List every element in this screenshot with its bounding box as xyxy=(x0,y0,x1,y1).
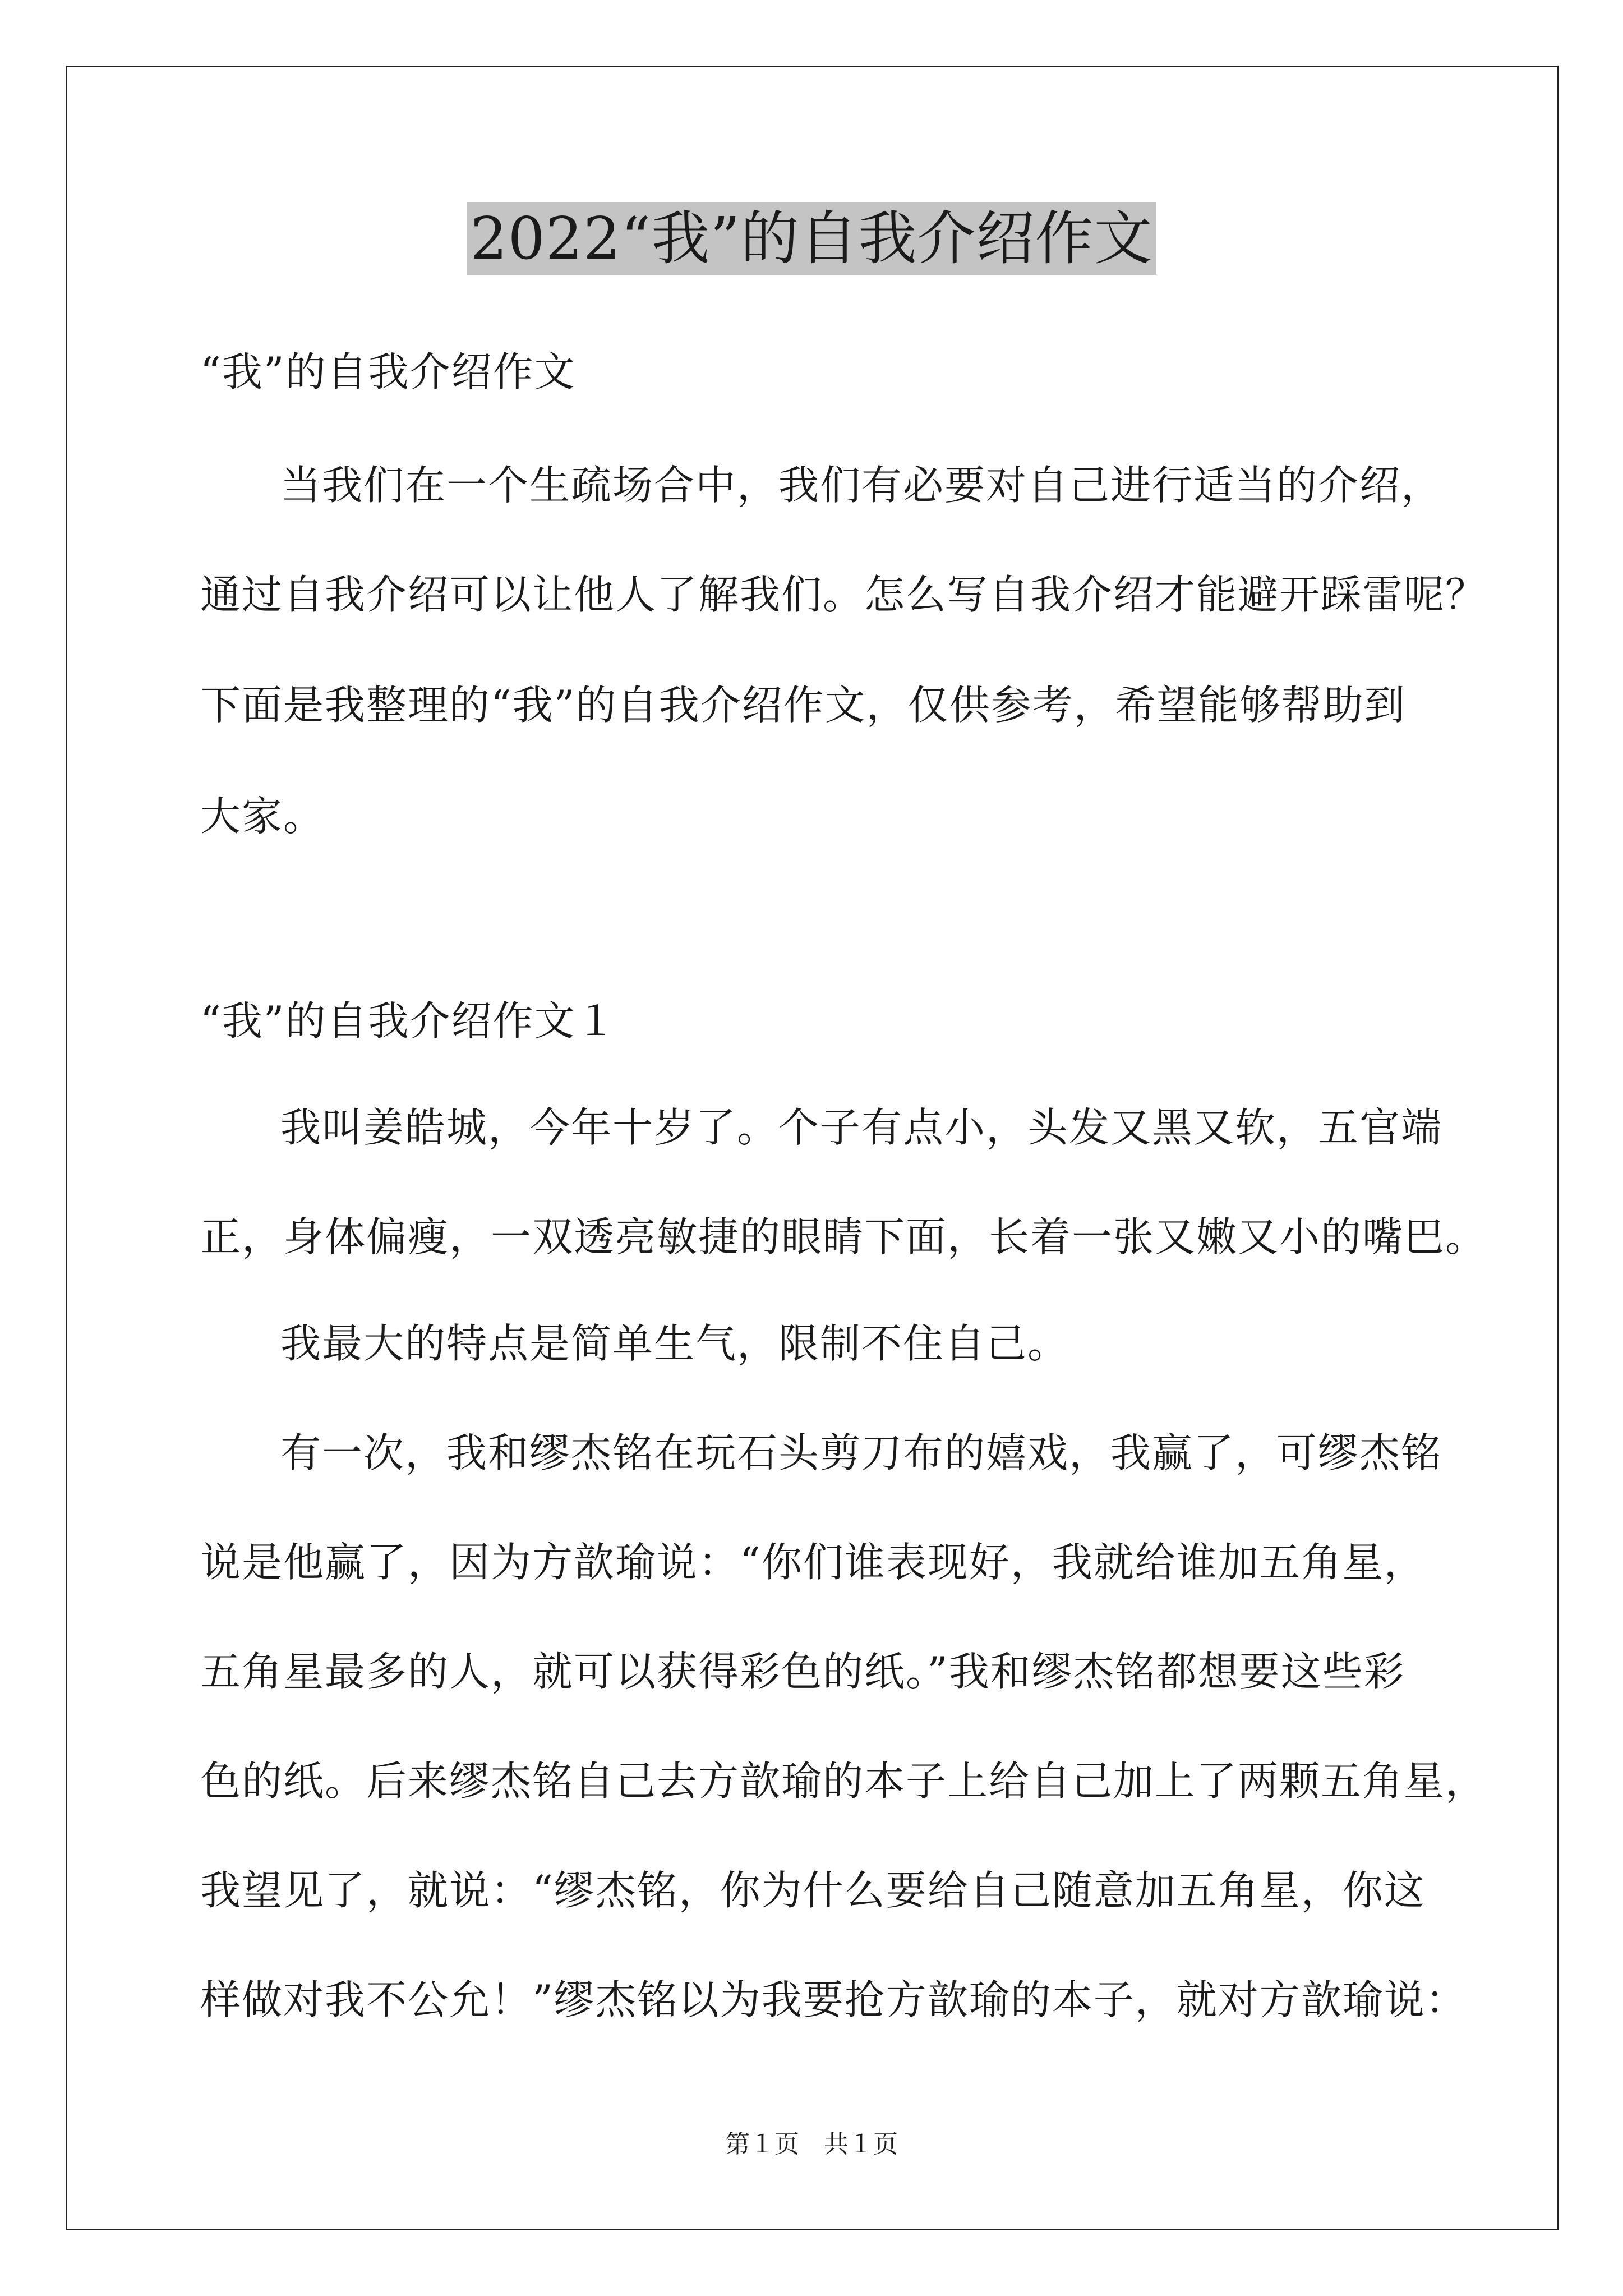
body-paragraph-line: 色的纸。后来缪杰铭自己去方歆瑜的本子上给自己加上了两颗五角星， xyxy=(200,1757,1487,1805)
body-paragraph-line: 说是他赢了，因为方歆瑜说：“你们谁表现好，我就给谁加五角星， xyxy=(200,1539,1426,1586)
body-paragraph-line: 样做对我不公允！”缪杰铭以为我要抢方歆瑜的本子，就对方歆瑜说： xyxy=(200,1976,1467,2023)
intro-paragraph-line: 下面是我整理的“我”的自我介绍作文，仅供参考，希望能够帮助到 xyxy=(200,682,1406,729)
document-title-wrap xyxy=(0,202,1623,275)
intro-heading: “我”的自我介绍作文 xyxy=(200,348,576,395)
section-heading: “我”的自我介绍作文１ xyxy=(200,997,617,1045)
page-footer: 第１页 共１页 xyxy=(725,2130,898,2159)
body-paragraph-line: 我最大的特点是简单生气，限制不住自己。 xyxy=(280,1320,1069,1367)
intro-paragraph-line: 当我们在一个生疏场合中，我们有必要对自己进行适当的介绍， xyxy=(280,462,1443,509)
body-paragraph-line: 正，身体偏瘦，一双透亮敏捷的眼睛下面，长着一张又嫩又小的嘴巴。 xyxy=(200,1213,1487,1260)
intro-paragraph-line: 通过自我介绍可以让他人了解我们。怎么写自我介绍才能避开踩雷呢？ xyxy=(200,571,1487,618)
document-title: 2022“我”的自我介绍作文 xyxy=(467,202,1156,275)
intro-paragraph-line: 大家。 xyxy=(200,793,325,840)
body-paragraph-line: 我望见了，就说：“缪杰铭，你为什么要给自己随意加五角星，你这 xyxy=(200,1867,1426,1914)
body-paragraph-line: 我叫姜皓城，今年十岁了。个子有点小，头发又黑又软，五官端 xyxy=(280,1104,1443,1151)
body-paragraph-line: 五角星最多的人，就可以获得彩色的纸。”我和缪杰铭都想要这些彩 xyxy=(200,1648,1405,1695)
body-paragraph-line: 有一次，我和缪杰铭在玩石头剪刀布的嬉戏，我赢了，可缪杰铭 xyxy=(280,1429,1443,1476)
